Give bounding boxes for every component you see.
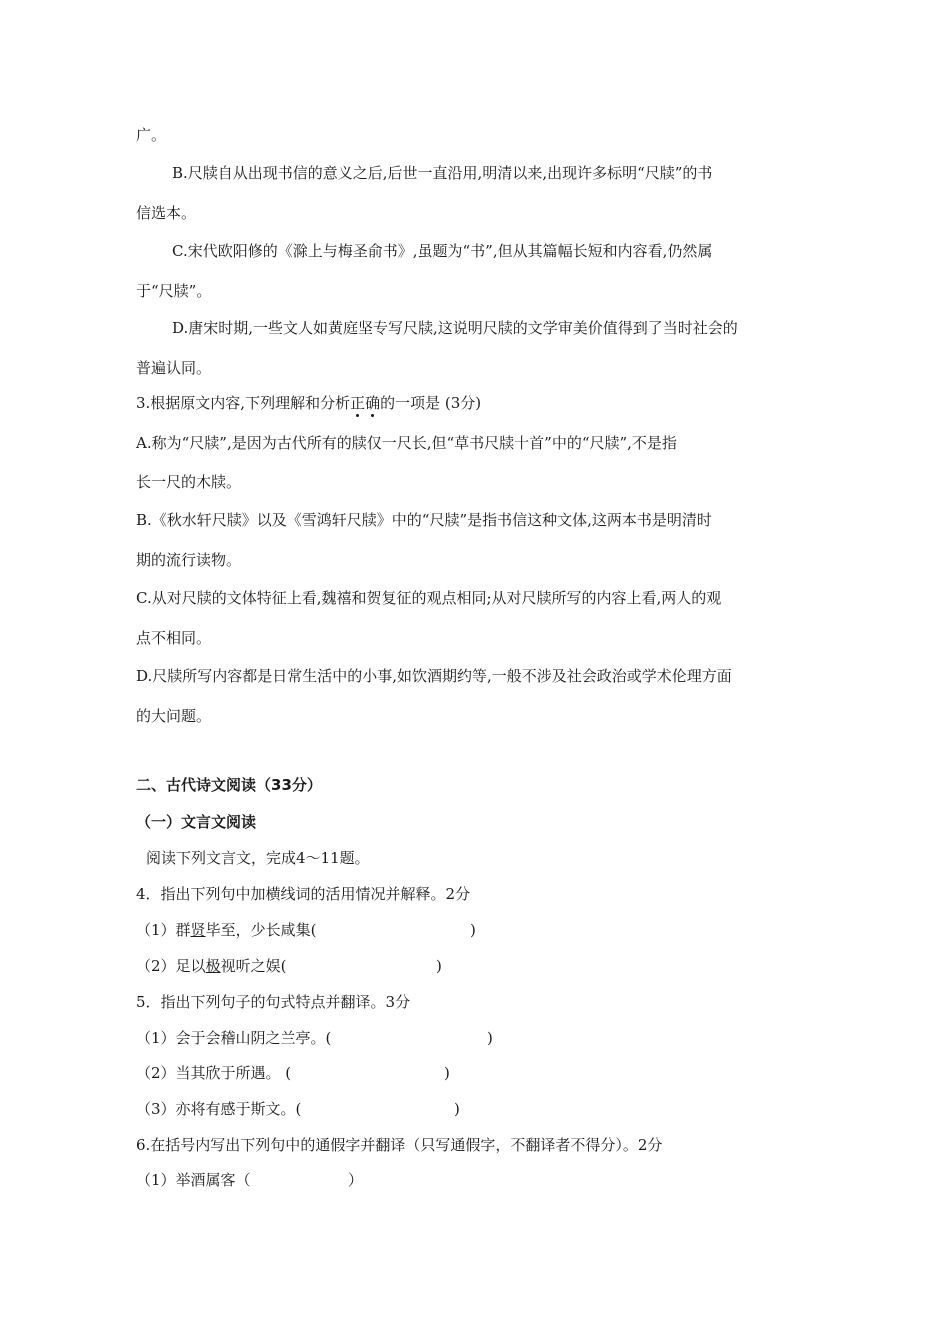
subsection-heading: （一）文言文阅读: [136, 813, 257, 831]
text-line: 期的流行读物。: [136, 551, 242, 569]
text-line: 信选本。: [136, 204, 197, 222]
option-b-line: B.尺牍自从出现书信的意义之后,后世一直沿用,明清以来,出现许多标明“尺牍”的书: [172, 164, 713, 182]
question-6-item-1: （1）举酒属客（: [136, 1171, 251, 1189]
option-d-line: D.唐宋时期,一些文人如黄庭坚专写尺牍,这说明尺牍的文学审美价值得到了当时社会的: [172, 319, 738, 337]
question-5-item-2: （2）当其欣于所遇。 (: [136, 1064, 292, 1082]
answer-paren-close: ): [454, 1100, 460, 1118]
option-d-line: D.尺牍所写内容都是日常生活中的小事,如饮酒期约等,一般不涉及社会政治或学术伦理方面: [136, 667, 732, 685]
question-3-text: 3.根据原文内容,下列理解和分析: [136, 394, 351, 412]
answer-paren-close: ): [470, 921, 476, 939]
underlined-word: 贤: [190, 921, 206, 939]
answer-paren-close: ）: [348, 1171, 364, 1189]
question-5-item-3: （3）亦将有感于斯文。(: [136, 1100, 302, 1118]
question-4-item-2: （2）足以极视听之娱(: [136, 957, 287, 975]
answer-paren-close: ): [444, 1064, 450, 1082]
text-line: 于“尺牍”。: [136, 282, 212, 300]
question-3: [136, 393, 481, 413]
option-c-line: C.宋代欧阳修的《滁上与梅圣俞书》,虽题为“书”,但从其篇幅长短和内容看,仍然属: [172, 242, 713, 260]
text-line: 广。: [136, 126, 167, 144]
question-6: 6.在括号内写出下列句中的通假字并翻译（只写通假字，不翻译者不得分）。2分: [136, 1136, 663, 1154]
emphasis-dot-char: 正: [350, 394, 366, 412]
text-line: 的大问题。: [136, 707, 212, 725]
question-4: 4．指出下列句中加横线词的活用情况并解释。2分: [136, 885, 471, 903]
section-heading: 二、古代诗文阅读（33分）: [136, 776, 322, 794]
question-5: 5．指出下列句子的句式特点并翻译。3分: [136, 993, 411, 1011]
option-c-line: C.从对尺牍的文体特征上看,魏禧和贺复征的观点相同;从对尺牍所写的内容上看,两人的观: [136, 589, 722, 607]
text-line: 长一尺的木牍。: [136, 473, 242, 491]
answer-paren-close: ): [487, 1029, 493, 1047]
question-5-item-1: （1）会于会稽山阴之兰亭。(: [136, 1029, 332, 1047]
underlined-word: 极: [205, 957, 221, 975]
emphasis-dot-char: 确: [365, 394, 381, 412]
answer-paren-close: ): [436, 957, 442, 975]
text-line: 点不相同。: [136, 629, 212, 647]
question-3-text: 的一项是 (3分): [380, 394, 482, 412]
option-b-line: B.《秋水轩尺牍》以及《雪鸿轩尺牍》中的“尺牍”是指书信这种文体,这两本书是明清时: [136, 511, 712, 529]
option-a-line: A.称为“尺牍”,是因为古代所有的牍仅一尺长,但“草书尺牍十首”中的“尺牍”,不是指: [136, 434, 677, 452]
text-line: 普遍认同。: [136, 359, 212, 377]
instructions: 阅读下列文言文，完成4～11题。: [146, 849, 370, 867]
question-4-item-1: （1）群贤毕至，少长咸集(: [136, 921, 317, 939]
